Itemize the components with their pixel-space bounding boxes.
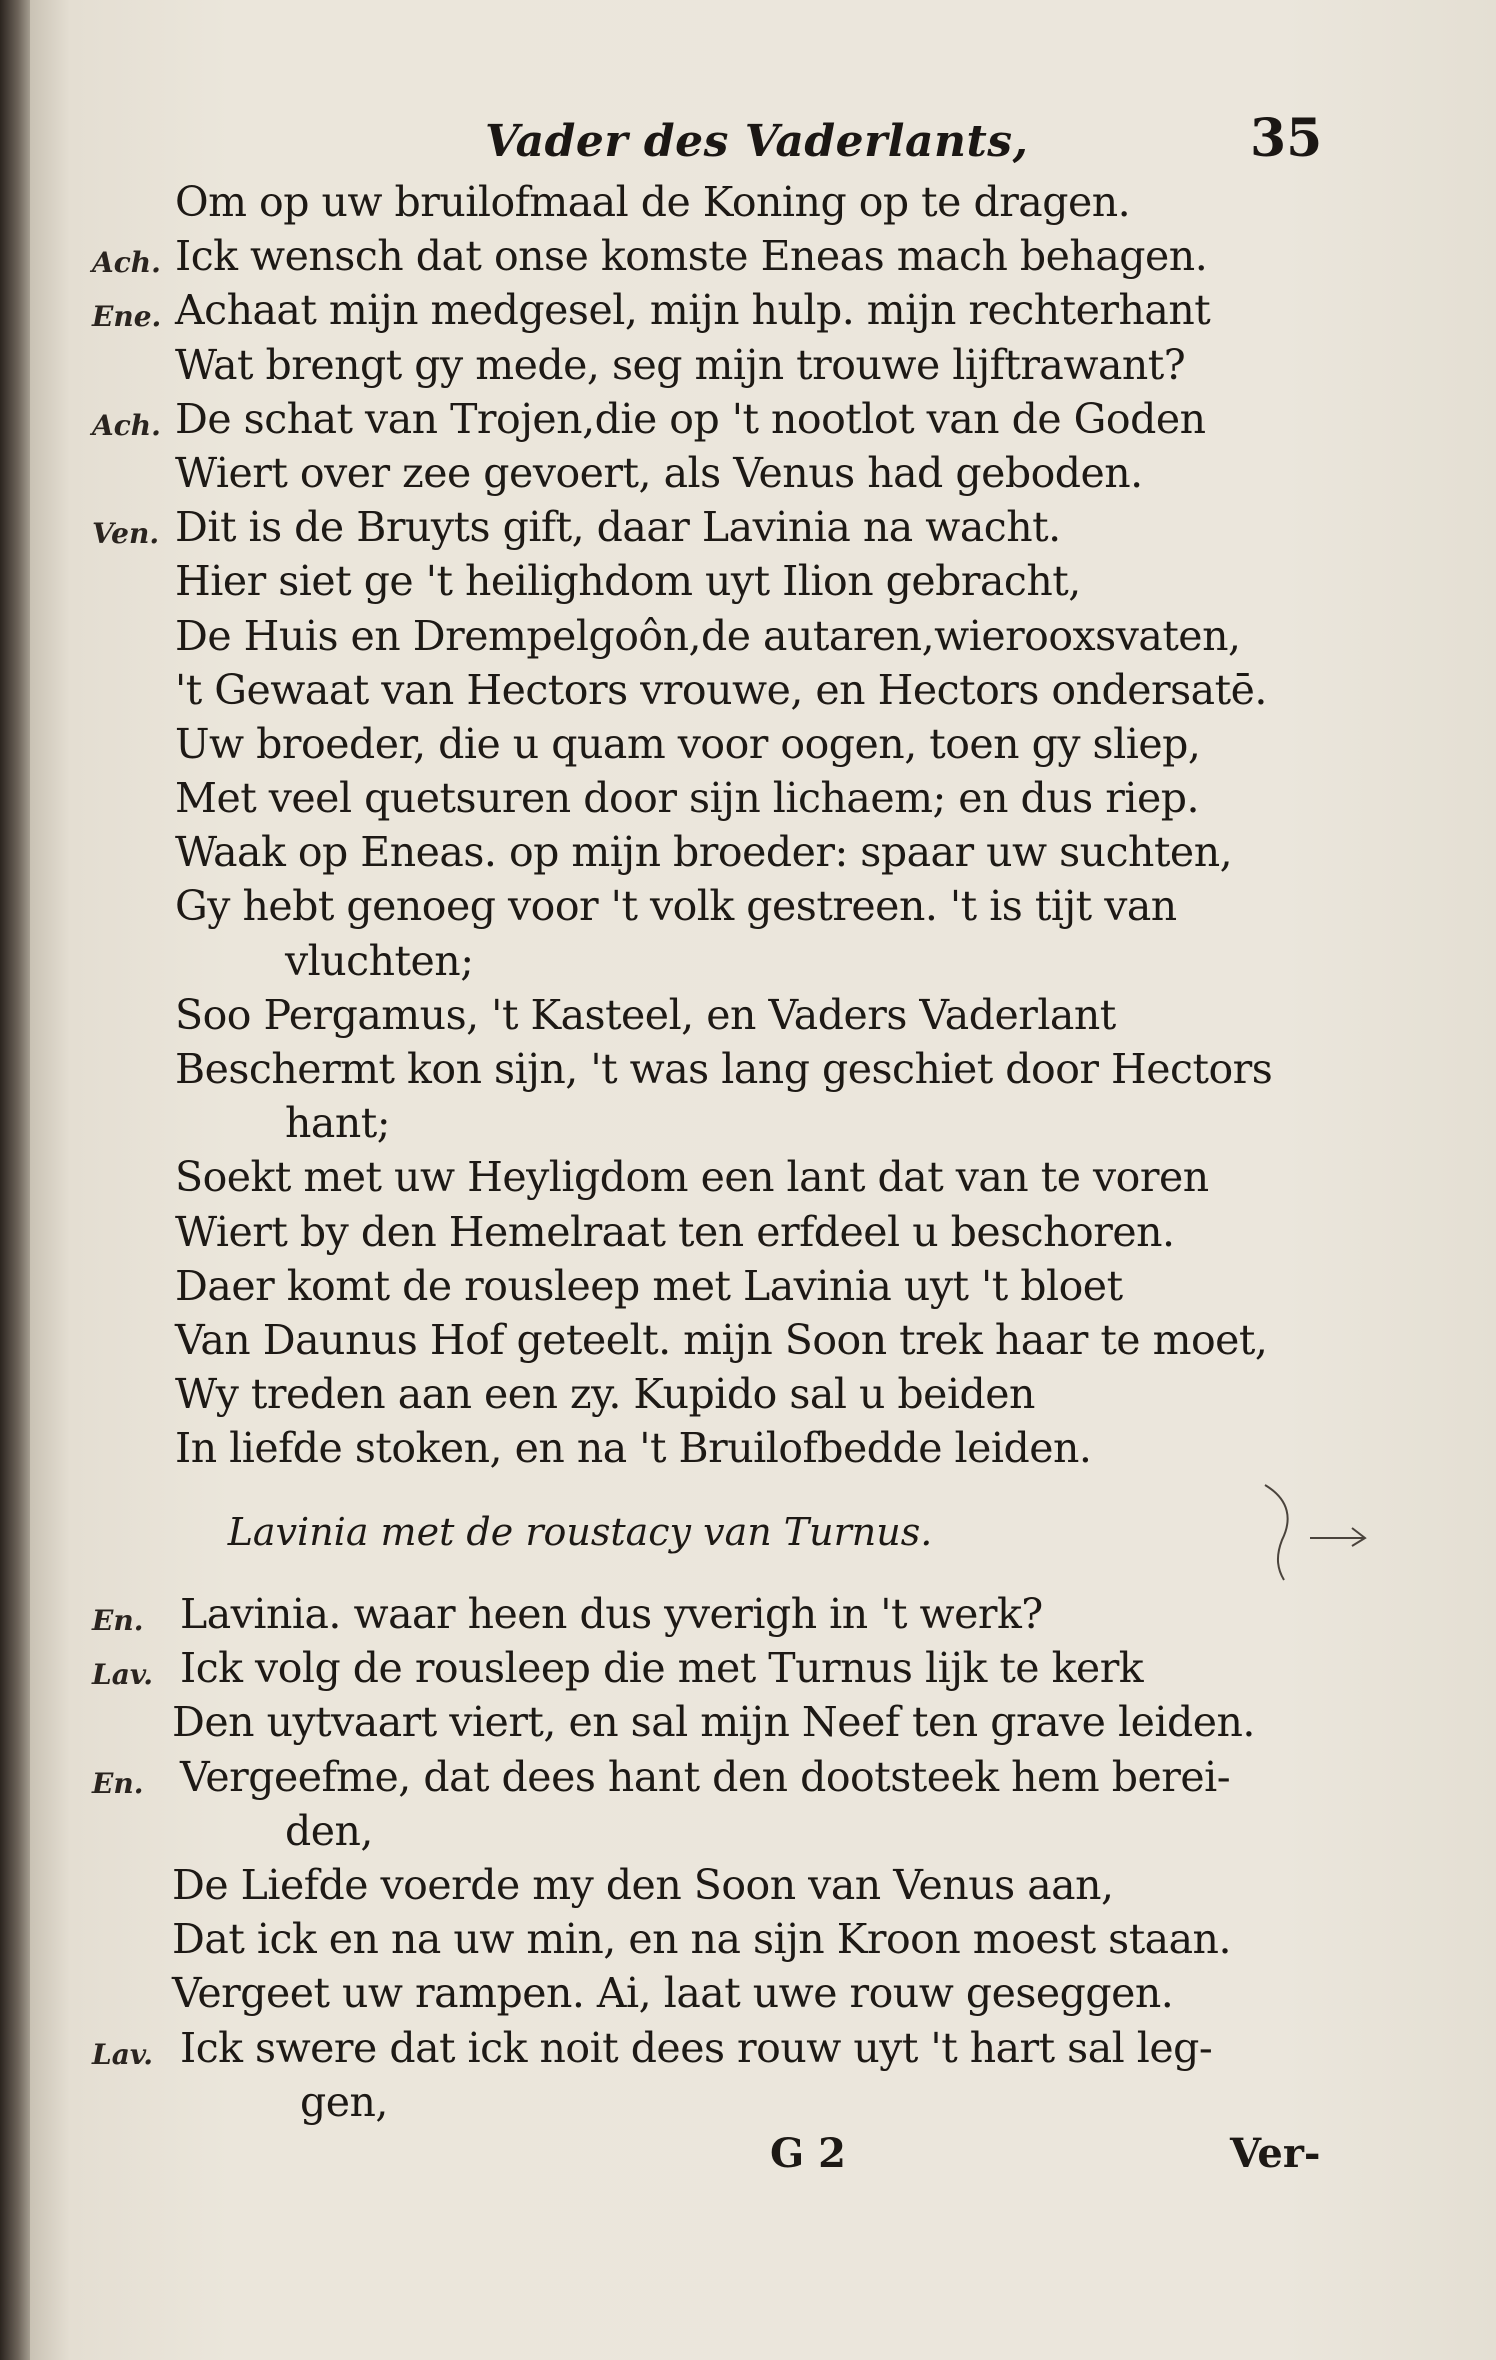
verse-line — [30, 937, 1496, 991]
verse-line — [30, 991, 1496, 1045]
page-number: 35 — [1250, 108, 1323, 169]
verse-line — [30, 1316, 1496, 1370]
speaker-label: Ene. — [92, 300, 162, 334]
verse-text: Den uytvaart viert, en sal mijn Neef ten grave leiden. — [172, 1698, 1255, 1747]
verse-text: Daer komt de rousleep met Lavinia uyt 't bloet — [175, 1261, 1123, 1310]
speaker-label: Lav. — [92, 2037, 154, 2071]
speaker-label: Lav. — [92, 1658, 154, 1692]
verse-line — [30, 1370, 1496, 1424]
verse-line — [30, 503, 1496, 557]
verse-line — [30, 1153, 1496, 1207]
speaker-label: En. — [92, 1604, 144, 1637]
verse-text: hant; — [285, 1099, 391, 1148]
verse-text: De Huis en Drempelgoôn,de autaren,wierooxsvaten, — [175, 611, 1241, 660]
verse-line — [30, 395, 1496, 449]
verse-line — [30, 1969, 1496, 2023]
verse-line — [30, 1045, 1496, 1099]
verse-text: Om op uw bruilofmaal de Koning op te dragen. — [175, 178, 1131, 226]
pen-annotation-arrow — [1260, 1480, 1370, 1590]
verse-text: Ick volg de rousleep die met Turnus lijk te kerk — [180, 1644, 1144, 1693]
page-footer — [30, 2130, 1496, 2190]
verse-text: Van Daunus Hof geteelt. mijn Soon trek haar te moet, — [175, 1315, 1268, 1364]
verse-text: Lavinia. waar heen dus yverigh in 't werk? — [180, 1590, 1043, 1638]
verse-line — [30, 1698, 1496, 1752]
verse-text: Vergeefme, dat dees hant den dootsteek hem berei- — [180, 1752, 1231, 1801]
page-header — [30, 108, 1496, 178]
verse-line — [30, 828, 1496, 882]
book-page — [30, 0, 1496, 2360]
verse-line — [30, 1262, 1496, 1316]
verse-text: Wiert by den Hemelraat ten erfdeel u beschoren. — [175, 1207, 1175, 1256]
verse-line — [30, 1807, 1496, 1861]
verse-text: Ick swere dat ick noit dees rouw uyt 't hart sal leg- — [180, 2023, 1213, 2072]
verse-text: Wy treden aan een zy. Kupido sal u beiden — [175, 1370, 1035, 1419]
verse-line — [30, 286, 1496, 340]
verse-text: Wiert over zee gevoert, als Venus had geboden. — [175, 448, 1143, 497]
verse-line — [30, 666, 1496, 720]
verse-text: Soekt met uw Heyligdom een lant dat van te voren — [175, 1153, 1209, 1202]
verse-line — [30, 1753, 1496, 1807]
verse-text: Soo Pergamus, 't Kasteel, en Vaders Vaderlant — [175, 990, 1116, 1039]
verse-block-2 — [30, 1590, 1496, 2132]
verse-text: Beschermt kon sijn, 't was lang geschiet door Hectors — [175, 1045, 1273, 1093]
verse-text: Met veel quetsuren door sijn lichaem; en dus riep. — [175, 774, 1199, 823]
verse-line — [30, 1208, 1496, 1262]
catchword: Ver- — [1230, 2130, 1321, 2177]
verse-text: Ick wensch dat onse komste Eneas mach behagen. — [175, 232, 1208, 281]
verse-line — [30, 232, 1496, 286]
verse-text: Dat ick en na uw min, en na sijn Kroon moest staan. — [172, 1915, 1231, 1964]
verse-line — [30, 774, 1496, 828]
verse-text: Dit is de Bruyts gift, daar Lavinia na wacht. — [175, 503, 1061, 552]
verse-line — [30, 1424, 1496, 1478]
verse-text: Gy hebt genoeg voor 't volk gestreen. 't is tijt van — [175, 882, 1177, 931]
verse-line — [30, 1861, 1496, 1915]
verse-text: Achaat mijn medgesel, mijn hulp. mijn rechterhant — [175, 286, 1211, 335]
verse-line — [30, 1099, 1496, 1153]
verse-text: In liefde stoken, en na 't Bruilofbedde leiden. — [175, 1424, 1092, 1473]
verse-text: Vergeet uw rampen. Ai, laat uwe rouw geseggen. — [172, 1969, 1174, 2018]
verse-line — [30, 557, 1496, 611]
book-gutter — [0, 0, 30, 2360]
verse-line — [30, 612, 1496, 666]
running-head: Vader des Vaderlants, — [485, 116, 1029, 167]
verse-line — [30, 341, 1496, 395]
verse-text: Waak op Eneas. op mijn broeder: spaar uw suchten, — [175, 828, 1233, 877]
verse-line — [30, 1644, 1496, 1698]
verse-line — [30, 178, 1496, 232]
verse-line — [30, 882, 1496, 936]
verse-text: Uw broeder, die u quam voor oogen, toen gy sliep, — [175, 719, 1201, 768]
verse-block-1 — [30, 178, 1496, 1479]
verse-line — [30, 2024, 1496, 2078]
speaker-label: En. — [92, 1766, 144, 1800]
verse-text: De Liefde voerde my den Soon van Venus aan, — [172, 1860, 1114, 1909]
verse-text: Wat brengt gy mede, seg mijn trouwe lijftrawant? — [175, 340, 1186, 389]
verse-line — [30, 1590, 1496, 1644]
verse-text: gen, — [300, 2077, 388, 2126]
verse-text: 't Gewaat van Hectors vrouwe, en Hectors ondersatē. — [175, 665, 1267, 714]
verse-line — [30, 2078, 1496, 2132]
speaker-label: Ach. — [92, 246, 161, 280]
speaker-label: Ven. — [92, 517, 160, 551]
speaker-label: Ach. — [92, 408, 161, 442]
verse-line — [30, 449, 1496, 503]
verse-text: De schat van Trojen,die op 't nootlot van de Goden — [175, 394, 1206, 443]
verse-line — [30, 720, 1496, 774]
scene-heading: Lavinia met de roustacy van Turnus. — [227, 1510, 933, 1554]
verse-line — [30, 1915, 1496, 1969]
verse-text: vluchten; — [285, 936, 474, 985]
verse-text: Hier siet ge 't heilighdom uyt Ilion gebracht, — [175, 557, 1081, 606]
verse-text: den, — [285, 1806, 373, 1855]
signature-mark: G 2 — [770, 2130, 846, 2177]
